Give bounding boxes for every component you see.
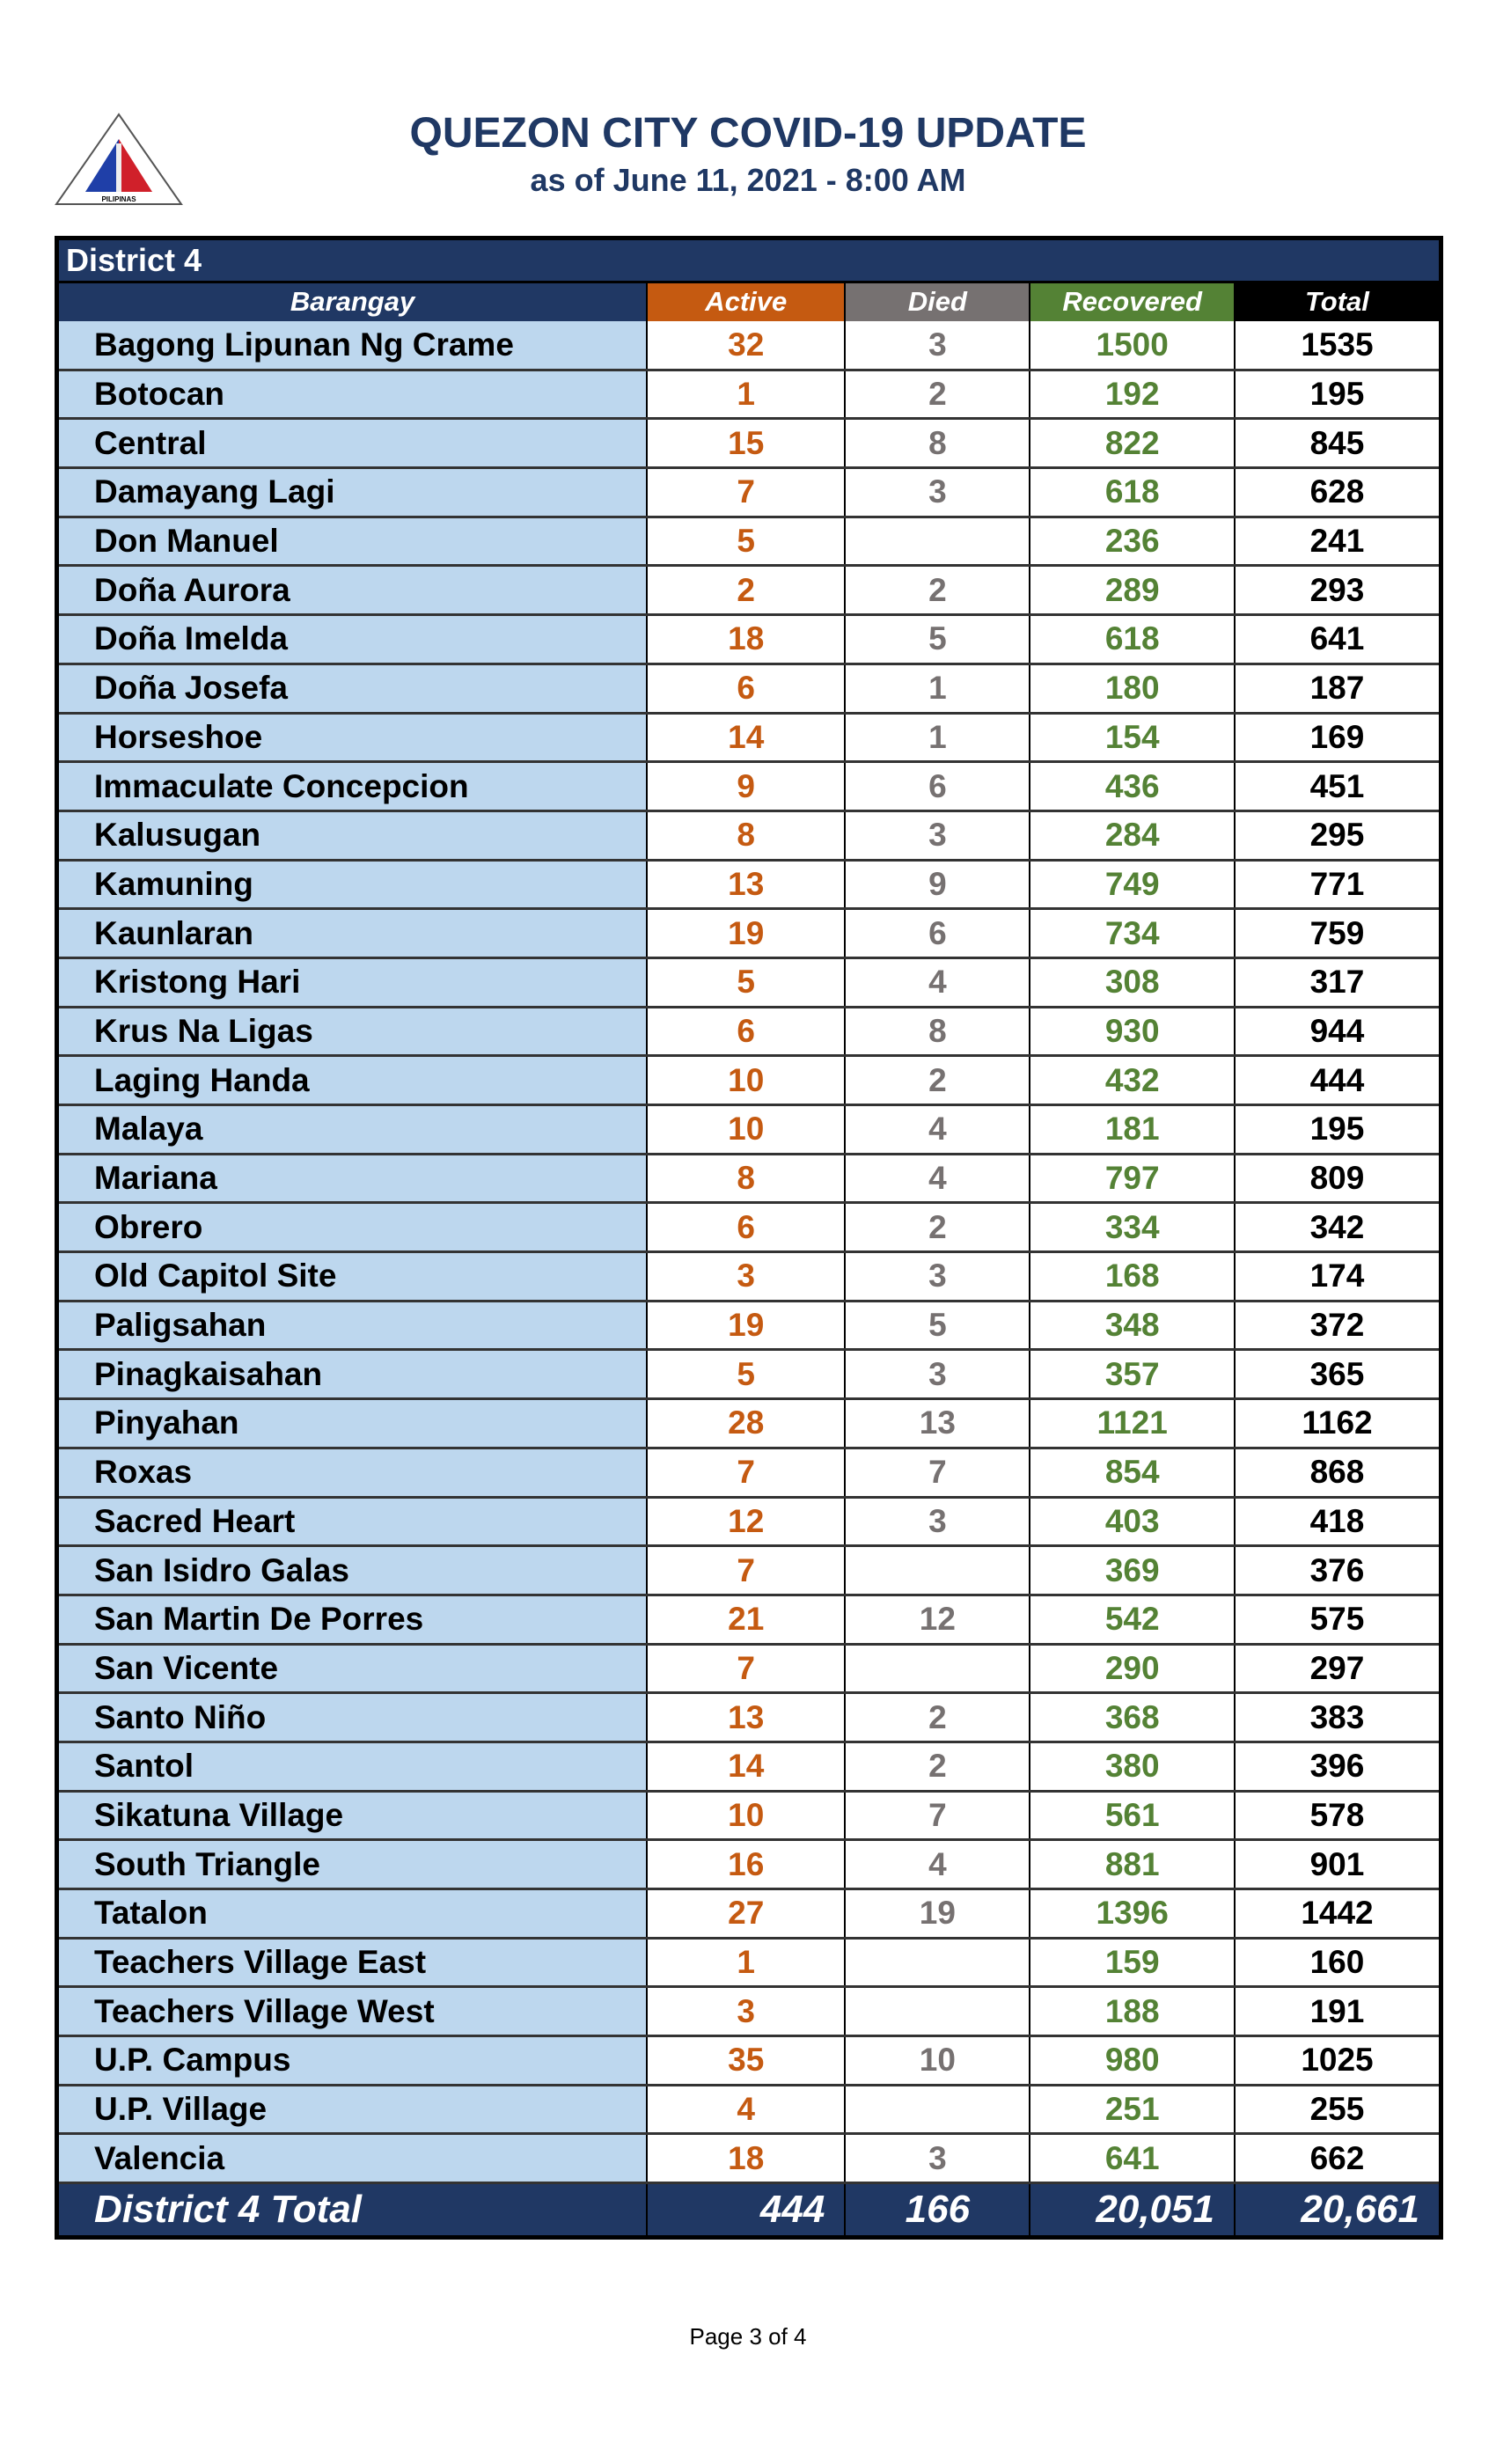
barangay-name: Immaculate Concepcion [57, 762, 648, 811]
table-row [57, 1448, 1441, 1497]
active-cell: 18 [647, 615, 845, 664]
active-cell: 32 [647, 321, 845, 370]
barangay-name: San Vicente [57, 1644, 648, 1693]
total-cell: 451 [1235, 762, 1441, 811]
active-cell: 16 [647, 1840, 845, 1889]
total-cell: 771 [1235, 860, 1441, 909]
recovered-cell: 734 [1030, 909, 1235, 958]
barangay-name: Mariana [57, 1154, 648, 1203]
table-row [57, 1154, 1441, 1203]
active-cell: 21 [647, 1595, 845, 1644]
active-cell: 3 [647, 1987, 845, 2036]
total-cell: 293 [1235, 566, 1441, 615]
total-cell: 662 [1235, 2134, 1441, 2183]
recovered-cell: 192 [1030, 370, 1235, 419]
table-row [57, 1497, 1441, 1546]
page-number: Page 3 of 4 [689, 2323, 807, 2350]
recovered-cell: 618 [1030, 468, 1235, 517]
total-cell: 295 [1235, 810, 1441, 860]
barangay-name: Kalusugan [57, 810, 648, 860]
table-row [57, 1056, 1441, 1105]
died-cell [845, 2085, 1030, 2134]
total-cell: 575 [1235, 1595, 1441, 1644]
table-row [57, 810, 1441, 860]
barangay-name: Botocan [57, 370, 648, 419]
table-row [57, 566, 1441, 615]
recovered-cell: 188 [1030, 1987, 1235, 2036]
recovered-cell: 290 [1030, 1644, 1235, 1693]
barangay-name: Teachers Village West [57, 1987, 648, 2036]
died-cell: 1 [845, 664, 1030, 713]
active-cell: 5 [647, 517, 845, 566]
died-cell: 13 [845, 1399, 1030, 1448]
recovered-cell: 561 [1030, 1791, 1235, 1840]
total-cell: 383 [1235, 1693, 1441, 1742]
total-label: District 4 Total [57, 2183, 648, 2238]
total-cell: 195 [1235, 1105, 1441, 1155]
table-row [57, 1546, 1441, 1595]
barangay-name: Santo Niño [57, 1693, 648, 1742]
died-cell: 12 [845, 1595, 1030, 1644]
table-row [57, 1350, 1441, 1399]
recovered-cell: 930 [1030, 1007, 1235, 1056]
recovered-cell: 154 [1030, 713, 1235, 762]
total-cell: 868 [1235, 1448, 1441, 1497]
died-cell: 7 [845, 1448, 1030, 1497]
died-cell: 6 [845, 762, 1030, 811]
total-cell: 372 [1235, 1301, 1441, 1350]
active-cell: 10 [647, 1791, 845, 1840]
active-cell: 2 [647, 566, 845, 615]
table-row [57, 1987, 1441, 2036]
total-cell: 169 [1235, 713, 1441, 762]
active-cell: 7 [647, 468, 845, 517]
died-cell: 2 [845, 1056, 1030, 1105]
died-cell: 8 [845, 419, 1030, 468]
recovered-cell: 181 [1030, 1105, 1235, 1155]
barangay-name: Roxas [57, 1448, 648, 1497]
column-header-died: Died [845, 282, 1030, 321]
barangay-name: Damayang Lagi [57, 468, 648, 517]
barangay-name: Laging Handa [57, 1056, 648, 1105]
total-cell: 628 [1235, 468, 1441, 517]
active-cell: 19 [647, 909, 845, 958]
recovered-cell: 822 [1030, 419, 1235, 468]
died-cell: 1 [845, 713, 1030, 762]
barangay-name: Doña Aurora [57, 566, 648, 615]
barangay-name: Kristong Hari [57, 957, 648, 1007]
died-cell: 5 [845, 615, 1030, 664]
recovered-cell: 357 [1030, 1350, 1235, 1399]
total-cell: 1442 [1235, 1889, 1441, 1939]
died-cell: 10 [845, 2036, 1030, 2086]
recovered-cell: 854 [1030, 1448, 1235, 1497]
died-cell: 3 [845, 321, 1030, 370]
recovered-cell: 881 [1030, 1840, 1235, 1889]
active-cell: 10 [647, 1056, 845, 1105]
table-row [57, 909, 1441, 958]
district-total-row [57, 2183, 1441, 2238]
total-cell: 255 [1235, 2085, 1441, 2134]
recovered-cell: 334 [1030, 1203, 1235, 1252]
table-row [57, 1889, 1441, 1939]
barangay-name: South Triangle [57, 1840, 648, 1889]
total-cell: 195 [1235, 370, 1441, 419]
total-cell: 901 [1235, 1840, 1441, 1889]
total-cell: 342 [1235, 1203, 1441, 1252]
barangay-name: Paligsahan [57, 1301, 648, 1350]
total-cell: 1025 [1235, 2036, 1441, 2086]
active-cell: 6 [647, 1203, 845, 1252]
recovered-cell: 289 [1030, 566, 1235, 615]
table-row [57, 2085, 1441, 2134]
barangay-name: San Martin De Porres [57, 1595, 648, 1644]
total-cell: 317 [1235, 957, 1441, 1007]
died-cell: 3 [845, 1350, 1030, 1399]
recovered-cell: 1396 [1030, 1889, 1235, 1939]
died-cell: 4 [845, 1840, 1030, 1889]
active-cell: 5 [647, 1350, 845, 1399]
table-row [57, 1840, 1441, 1889]
total-recovered: 20,051 [1030, 2183, 1235, 2238]
barangay-name: Obrero [57, 1203, 648, 1252]
active-cell: 15 [647, 419, 845, 468]
total-cell: 641 [1235, 615, 1441, 664]
total-total: 20,661 [1235, 2183, 1441, 2238]
barangay-name: Malaya [57, 1105, 648, 1155]
table-row [57, 468, 1441, 517]
active-cell: 4 [647, 2085, 845, 2134]
barangay-name: Doña Josefa [57, 664, 648, 713]
table-row [57, 957, 1441, 1007]
table-row [57, 321, 1441, 370]
died-cell: 2 [845, 1203, 1030, 1252]
died-cell: 2 [845, 370, 1030, 419]
total-died: 166 [845, 2183, 1030, 2238]
recovered-cell: 1121 [1030, 1399, 1235, 1448]
table-row [57, 2134, 1441, 2183]
page-title: QUEZON CITY COVID-19 UPDATE [409, 110, 1087, 157]
recovered-cell: 368 [1030, 1693, 1235, 1742]
barangay-name: Don Manuel [57, 517, 648, 566]
recovered-cell: 436 [1030, 762, 1235, 811]
active-cell: 35 [647, 2036, 845, 2086]
died-cell: 3 [845, 810, 1030, 860]
total-cell: 944 [1235, 1007, 1441, 1056]
died-cell: 3 [845, 1497, 1030, 1546]
table-row [57, 713, 1441, 762]
active-cell: 27 [647, 1889, 845, 1939]
barangay-name: U.P. Campus [57, 2036, 648, 2086]
died-cell [845, 1938, 1030, 1987]
total-cell: 1535 [1235, 321, 1441, 370]
table-row [57, 615, 1441, 664]
recovered-cell: 980 [1030, 2036, 1235, 2086]
total-cell: 365 [1235, 1350, 1441, 1399]
barangay-name: Valencia [57, 2134, 648, 2183]
table-row [57, 1742, 1441, 1791]
barangay-name: Teachers Village East [57, 1938, 648, 1987]
barangay-name: Santol [57, 1742, 648, 1791]
total-cell: 376 [1235, 1546, 1441, 1595]
table-row [57, 664, 1441, 713]
recovered-cell: 432 [1030, 1056, 1235, 1105]
total-cell: 1162 [1235, 1399, 1441, 1448]
table-row [57, 762, 1441, 811]
recovered-cell: 618 [1030, 615, 1235, 664]
recovered-cell: 542 [1030, 1595, 1235, 1644]
recovered-cell: 797 [1030, 1154, 1235, 1203]
active-cell: 12 [647, 1497, 845, 1546]
died-cell [845, 1644, 1030, 1693]
barangay-name: Horseshoe [57, 713, 648, 762]
table-row [57, 1301, 1441, 1350]
total-cell: 191 [1235, 1987, 1441, 2036]
active-cell: 5 [647, 957, 845, 1007]
table-row [57, 1007, 1441, 1056]
active-cell: 8 [647, 1154, 845, 1203]
recovered-cell: 348 [1030, 1301, 1235, 1350]
barangay-name: Sikatuna Village [57, 1791, 648, 1840]
barangay-name: Pinyahan [57, 1399, 648, 1448]
active-cell: 14 [647, 1742, 845, 1791]
active-cell: 14 [647, 713, 845, 762]
died-cell [845, 517, 1030, 566]
table-row [57, 1791, 1441, 1840]
barangay-name: Bagong Lipunan Ng Crame [57, 321, 648, 370]
active-cell: 7 [647, 1448, 845, 1497]
died-cell: 2 [845, 1693, 1030, 1742]
table-row [57, 1938, 1441, 1987]
table-row [57, 1399, 1441, 1448]
died-cell: 4 [845, 1154, 1030, 1203]
table-row [57, 1644, 1441, 1693]
table-row [57, 1252, 1441, 1302]
died-cell: 2 [845, 1742, 1030, 1791]
barangay-name: Kamuning [57, 860, 648, 909]
active-cell: 1 [647, 1938, 845, 1987]
barangay-name: Pinagkaisahan [57, 1350, 648, 1399]
active-cell: 28 [647, 1399, 845, 1448]
column-header-total: Total [1235, 282, 1441, 321]
died-cell [845, 1546, 1030, 1595]
died-cell: 19 [845, 1889, 1030, 1939]
barangay-name: Kaunlaran [57, 909, 648, 958]
total-cell: 578 [1235, 1791, 1441, 1840]
died-cell: 8 [845, 1007, 1030, 1056]
table-row [57, 2036, 1441, 2086]
total-cell: 759 [1235, 909, 1441, 958]
recovered-cell: 1500 [1030, 321, 1235, 370]
barangay-name: San Isidro Galas [57, 1546, 648, 1595]
recovered-cell: 749 [1030, 860, 1235, 909]
died-cell: 3 [845, 1252, 1030, 1302]
barangay-name: Tatalon [57, 1889, 648, 1939]
column-header-recovered: Recovered [1030, 282, 1235, 321]
table-row [57, 517, 1441, 566]
active-cell: 8 [647, 810, 845, 860]
column-header-barangay: Barangay [57, 282, 648, 321]
district-table [55, 236, 1443, 2240]
total-active: 444 [647, 2183, 845, 2238]
active-cell: 7 [647, 1644, 845, 1693]
recovered-cell: 308 [1030, 957, 1235, 1007]
barangay-name: Doña Imelda [57, 615, 648, 664]
total-cell: 396 [1235, 1742, 1441, 1791]
table-row [57, 1693, 1441, 1742]
table-row [57, 370, 1441, 419]
died-cell: 5 [845, 1301, 1030, 1350]
district-title: District 4 [57, 238, 1441, 282]
recovered-cell: 180 [1030, 664, 1235, 713]
recovered-cell: 284 [1030, 810, 1235, 860]
barangay-name: Central [57, 419, 648, 468]
barangay-name: U.P. Village [57, 2085, 648, 2134]
barangay-name: Sacred Heart [57, 1497, 648, 1546]
svg-text:PILIPINAS: PILIPINAS [101, 195, 136, 203]
total-cell: 418 [1235, 1497, 1441, 1546]
died-cell [845, 1987, 1030, 2036]
page-subtitle: as of June 11, 2021 - 8:00 AM [530, 162, 966, 198]
active-cell: 13 [647, 860, 845, 909]
column-header-active: Active [647, 282, 845, 321]
recovered-cell: 641 [1030, 2134, 1235, 2183]
total-cell: 297 [1235, 1644, 1441, 1693]
died-cell: 4 [845, 957, 1030, 1007]
recovered-cell: 369 [1030, 1546, 1235, 1595]
barangay-name: Krus Na Ligas [57, 1007, 648, 1056]
died-cell: 2 [845, 566, 1030, 615]
total-cell: 845 [1235, 419, 1441, 468]
barangay-name: Old Capitol Site [57, 1252, 648, 1302]
active-cell: 6 [647, 1007, 845, 1056]
recovered-cell: 251 [1030, 2085, 1235, 2134]
total-cell: 174 [1235, 1252, 1441, 1302]
recovered-cell: 159 [1030, 1938, 1235, 1987]
table-row [57, 1595, 1441, 1644]
active-cell: 1 [647, 370, 845, 419]
recovered-cell: 168 [1030, 1252, 1235, 1302]
total-cell: 809 [1235, 1154, 1441, 1203]
active-cell: 9 [647, 762, 845, 811]
table-row [57, 860, 1441, 909]
table-row [57, 1203, 1441, 1252]
died-cell: 6 [845, 909, 1030, 958]
total-cell: 444 [1235, 1056, 1441, 1105]
active-cell: 19 [647, 1301, 845, 1350]
total-cell: 241 [1235, 517, 1441, 566]
recovered-cell: 403 [1030, 1497, 1235, 1546]
died-cell: 3 [845, 2134, 1030, 2183]
total-cell: 187 [1235, 664, 1441, 713]
died-cell: 9 [845, 860, 1030, 909]
active-cell: 18 [647, 2134, 845, 2183]
recovered-cell: 380 [1030, 1742, 1235, 1791]
active-cell: 13 [647, 1693, 845, 1742]
active-cell: 3 [647, 1252, 845, 1302]
active-cell: 7 [647, 1546, 845, 1595]
active-cell: 6 [647, 664, 845, 713]
total-cell: 160 [1235, 1938, 1441, 1987]
died-cell: 7 [845, 1791, 1030, 1840]
table-row [57, 419, 1441, 468]
died-cell: 4 [845, 1105, 1030, 1155]
active-cell: 10 [647, 1105, 845, 1155]
recovered-cell: 236 [1030, 517, 1235, 566]
table-row [57, 1105, 1441, 1155]
died-cell: 3 [845, 468, 1030, 517]
